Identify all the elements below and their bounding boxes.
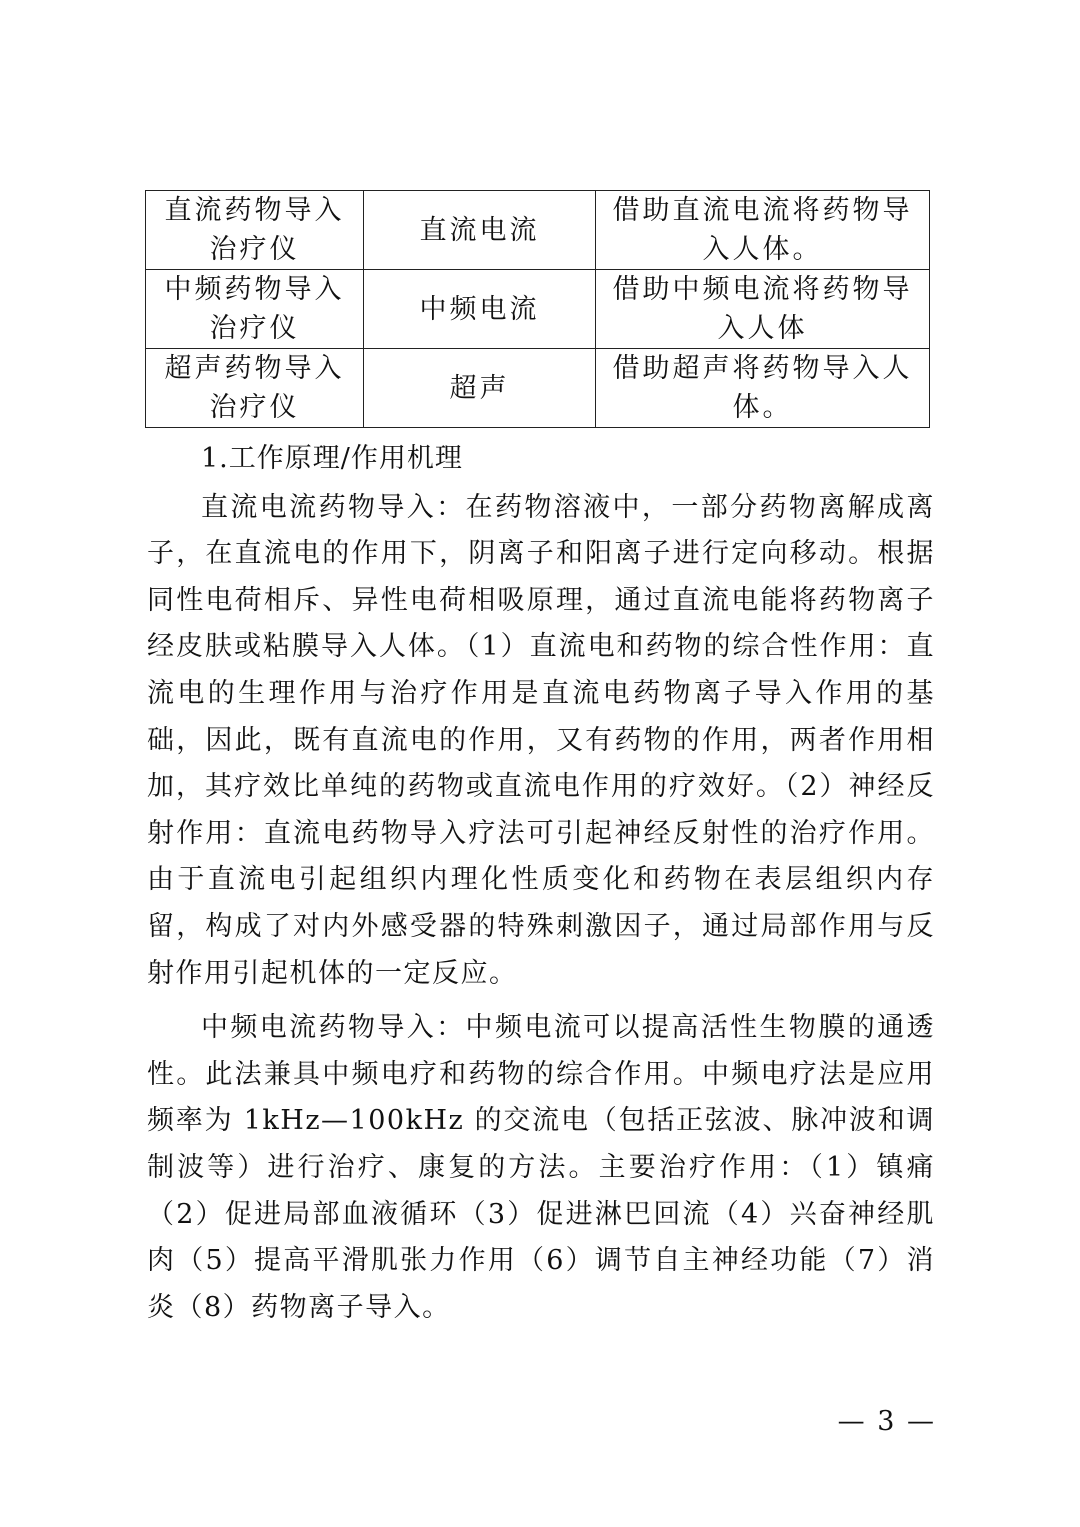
device-name-cell: 中频药物导入治疗仪 — [146, 270, 364, 349]
device-table — [145, 190, 930, 428]
body-text — [147, 436, 935, 1331]
device-name-cell: 直流药物导入治疗仪 — [146, 191, 364, 270]
description-cell: 借助超声将药物导入人体。 — [596, 349, 930, 428]
current-type-cell: 超声 — [364, 349, 596, 428]
current-type-cell: 直流电流 — [364, 191, 596, 270]
paragraph-dc-current: 直流电流药物导入：在药物溶液中，一部分药物离解成离子，在直流电的作用下，阴离子和阳离子进行定向移动。根据同性电荷相斥、异性电荷相吸原理，通过直流电能将药物离子经皮肤或粘膜导入人体。（1）直流电和药物的综合性作用：直流电的生理作用与治疗作用是直流电药物离子导入作用的基础，因此，既有直流电的作用，又有药物的作用，两者作用相加，其疗效比单纯的药物或直流电作用的疗效好。（2）神经反射作用：直流电药物导入疗法可引起神经反射性的治疗作用。由于直流电引起组织内理化性质变化和药物在表层组织内存留，构成了对内外感受器的特殊刺激因子，通过局部作用与反射作用引起机体的一定反应。 — [147, 491, 935, 989]
table-row — [146, 191, 930, 270]
section-heading: 1.工作原理/作用机理 — [201, 443, 463, 474]
description-cell: 借助中频电流将药物导入人体 — [596, 270, 930, 349]
description-cell: 借助直流电流将药物导入人体。 — [596, 191, 930, 270]
table-row — [146, 349, 930, 428]
current-type-cell: 中频电流 — [364, 270, 596, 349]
paragraph-mid-frequency: 中频电流药物导入：中频电流可以提高活性生物膜的通透性。此法兼具中频电疗和药物的综合作用。中频电疗法是应用频率为 1kHz—100kHz 的交流电（包括正弦波、脉冲波和调制波等）进行治疗、康复的方法。主要治疗作用：（1）镇痛（2）促进局部血液循环（3）促进淋巴回流（4）兴奋神经肌肉（5）提高平滑肌张力作用（6）调节自主神经功能（7）消炎（8）药物离子导入。 — [147, 1012, 935, 1323]
page-number: — 3 — — [837, 1406, 936, 1437]
device-name-cell: 超声药物导入治疗仪 — [146, 349, 364, 428]
table-row — [146, 270, 930, 349]
